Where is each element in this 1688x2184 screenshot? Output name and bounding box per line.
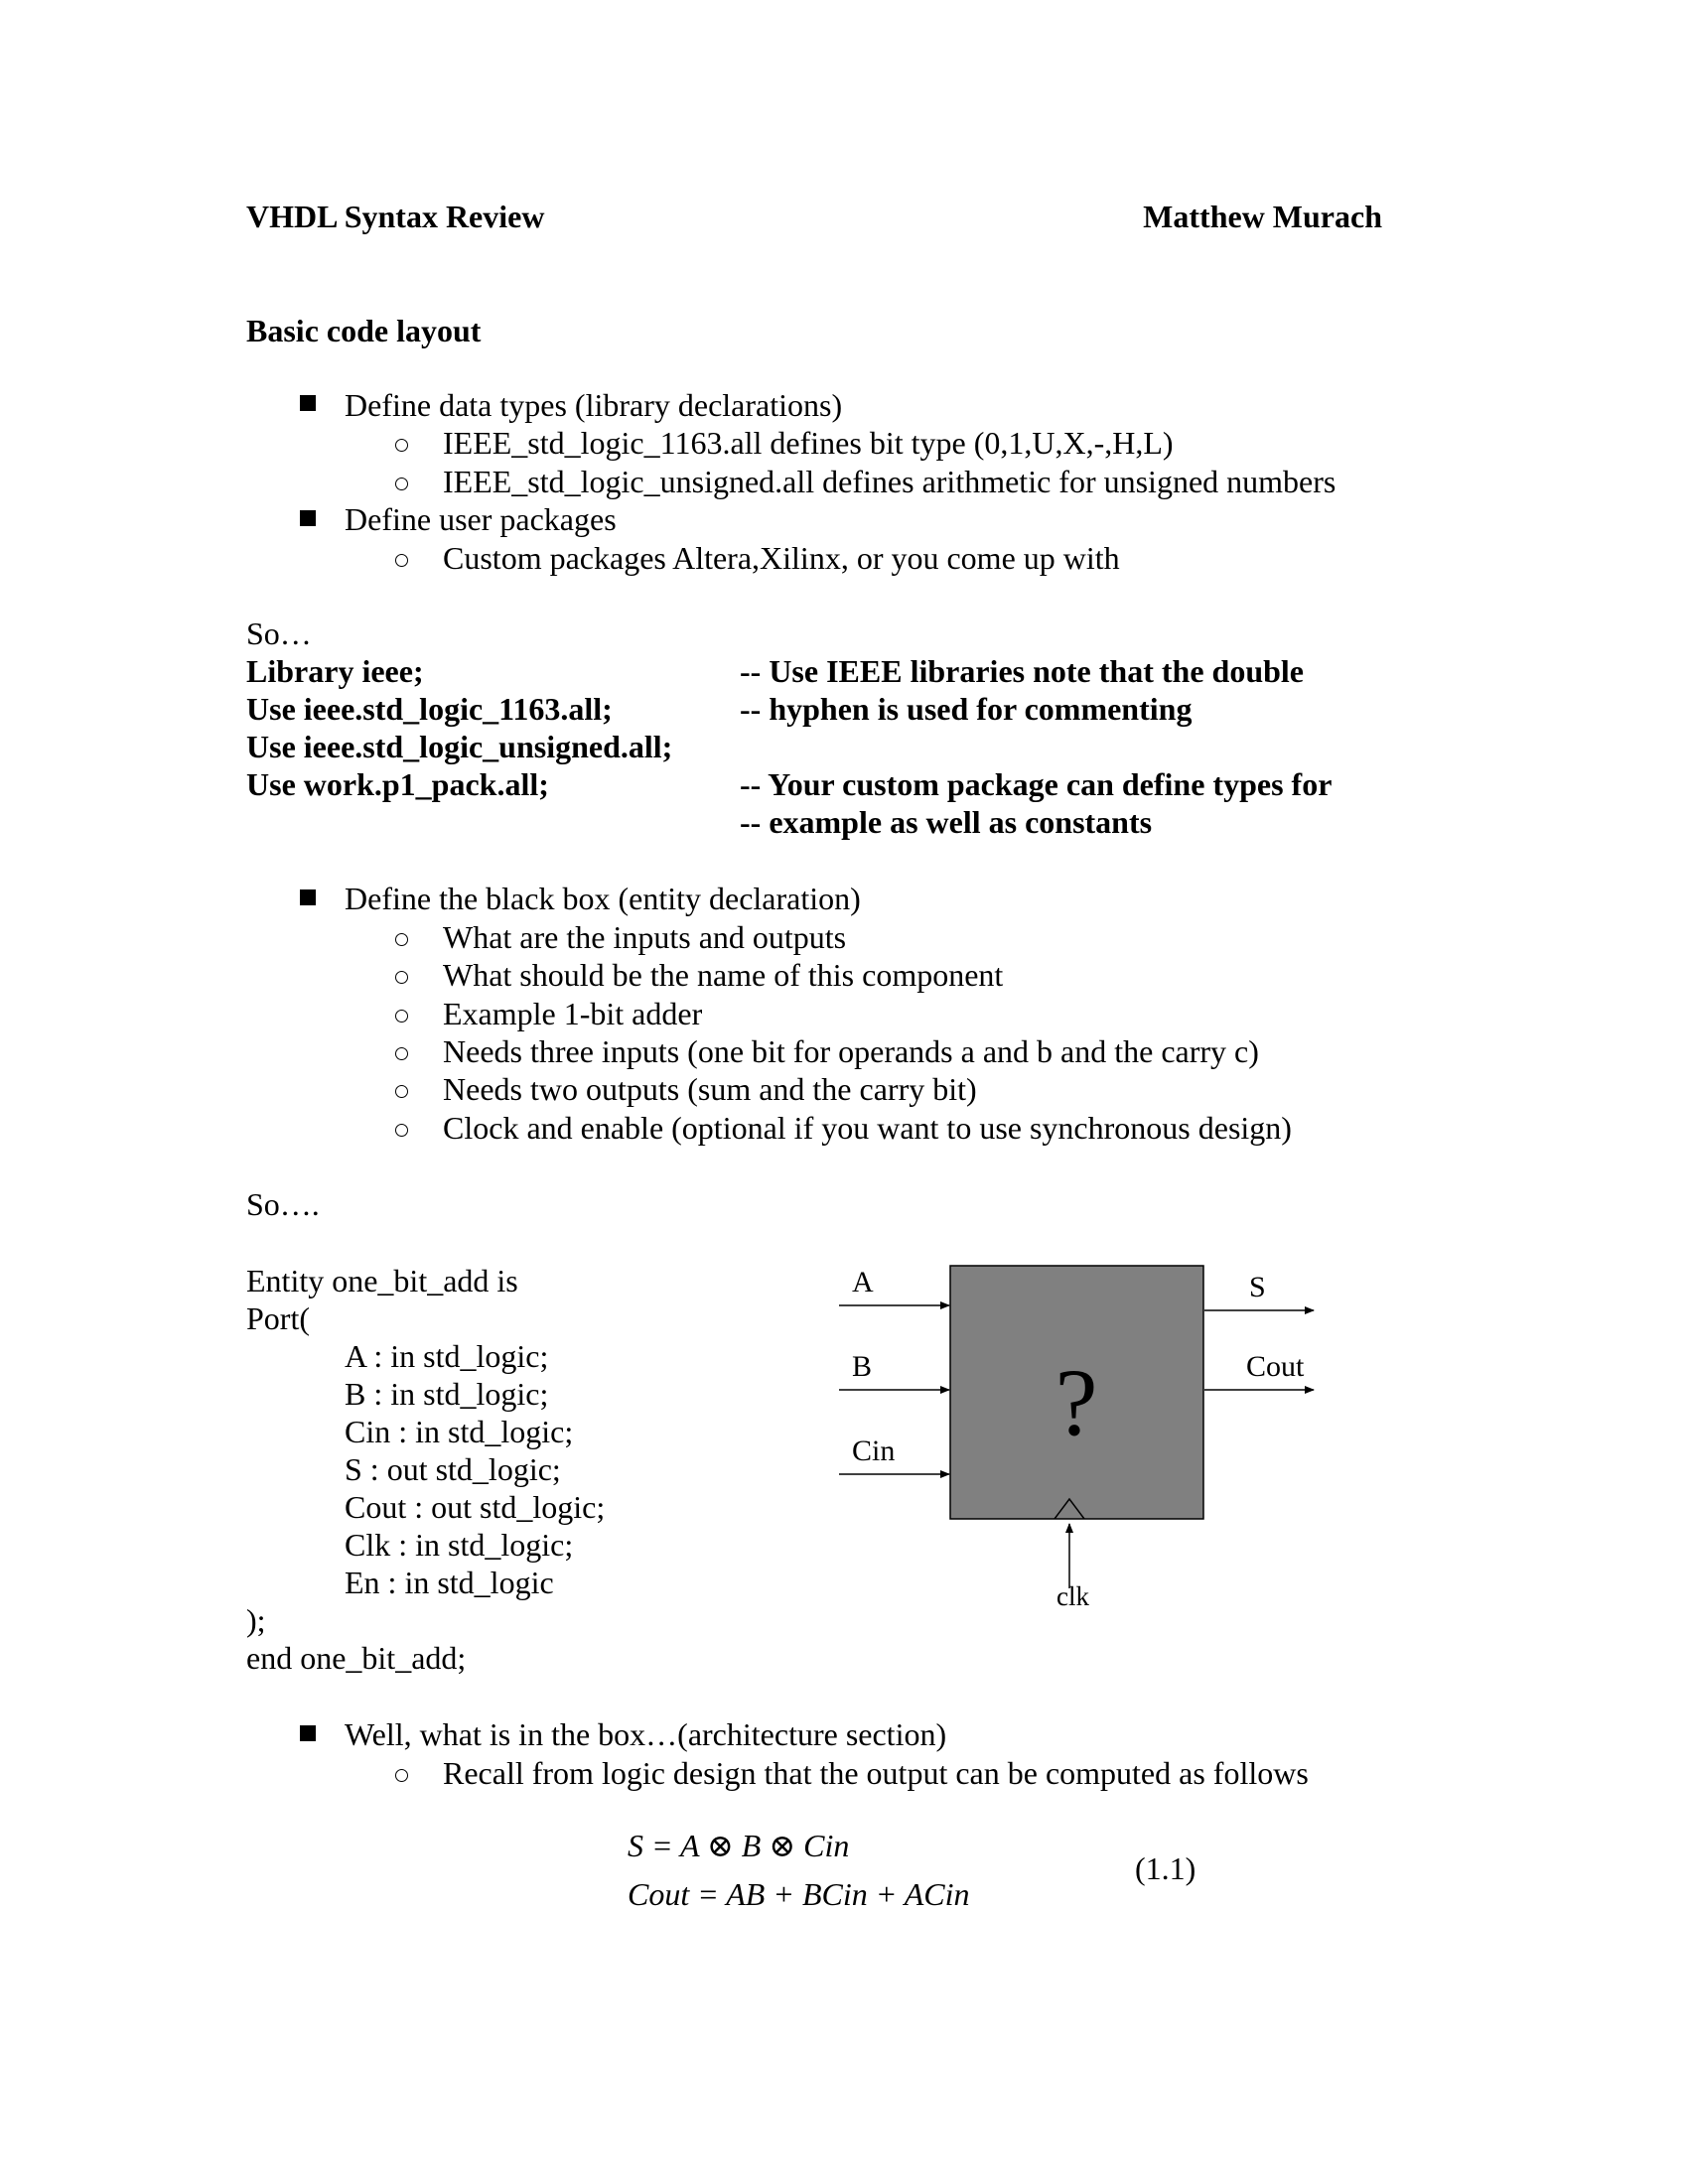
paragraph-so: So…. [246, 1186, 320, 1222]
code-line: En : in std_logic [345, 1565, 554, 1600]
code-line: end one_bit_add; [246, 1640, 467, 1676]
code-line: Cout : out std_logic; [345, 1489, 606, 1525]
list-item: What should be the name of this component [443, 957, 1004, 993]
input-label-cin: Cin [852, 1434, 896, 1467]
code-line: Use ieee.std_logic_unsigned.all; [246, 729, 673, 764]
equation-sum: S = A ⊗ B ⊗ Cin [628, 1828, 850, 1863]
code-line: Use ieee.std_logic_1163.all; [246, 691, 613, 727]
bullet-circle-icon [395, 1769, 408, 1782]
code-line: Clk : in std_logic; [345, 1527, 574, 1563]
list-item: Define the black box (entity declaration) [345, 881, 861, 916]
input-label-a: A [852, 1266, 874, 1298]
list-item: Clock and enable (optional if you want to use synchronous design) [443, 1110, 1292, 1146]
code-comment: -- example as well as constants [740, 804, 1153, 840]
equation-number: (1.1) [1135, 1850, 1196, 1886]
paragraph-so: So… [246, 615, 312, 651]
code-line: Use work.p1_pack.all; [246, 766, 549, 802]
bullet-circle-icon [395, 1010, 408, 1023]
bullet-circle-icon [395, 971, 408, 984]
list-item: IEEE_std_logic_1163.all defines bit type (0,1,U,X,-,H,L) [443, 425, 1174, 461]
list-item: Needs two outputs (sum and the carry bit) [443, 1071, 977, 1107]
section-heading: Basic code layout [246, 313, 482, 348]
list-item: Needs three inputs (one bit for operands a and b and the carry c) [443, 1033, 1259, 1069]
bullet-circle-icon [395, 933, 408, 946]
bullet-circle-icon [395, 478, 408, 490]
list-item: Recall from logic design that the output can be computed as follows [443, 1755, 1309, 1791]
list-item: Define user packages [345, 501, 617, 537]
bullet-square-icon [300, 889, 316, 905]
code-line: Cin : in std_logic; [345, 1414, 574, 1449]
bullet-circle-icon [395, 439, 408, 452]
bullet-circle-icon [395, 1124, 408, 1137]
code-comment: -- Your custom package can define types for [740, 766, 1333, 802]
code-line: B : in std_logic; [345, 1376, 549, 1412]
code-line: S : out std_logic; [345, 1451, 561, 1487]
code-comment: -- hyphen is used for commenting [740, 691, 1193, 727]
list-item: Define data types (library declarations) [345, 387, 843, 423]
clock-label: clk [1056, 1581, 1089, 1611]
list-item: What are the inputs and outputs [443, 919, 847, 955]
bullet-square-icon [300, 510, 316, 526]
code-line: Port( [246, 1300, 310, 1336]
output-label-s: S [1249, 1271, 1266, 1303]
list-item: Well, what is in the box…(architecture section) [345, 1716, 947, 1752]
bullet-square-icon [300, 1725, 316, 1741]
input-label-b: B [852, 1350, 873, 1383]
list-item: Custom packages Altera,Xilinx, or you come up with [443, 540, 1120, 576]
adder-block-diagram [814, 1251, 1331, 1628]
code-comment: -- Use IEEE libraries note that the double [740, 653, 1304, 689]
code-line: ); [246, 1602, 266, 1638]
document-title: VHDL Syntax Review [246, 199, 545, 234]
code-line: Library ieee; [246, 653, 424, 689]
code-line: A : in std_logic; [345, 1338, 549, 1374]
bullet-circle-icon [395, 554, 408, 567]
code-line: Entity one_bit_add is [246, 1263, 518, 1298]
equation-carry: Cout = AB + BCin + ACin [628, 1876, 970, 1912]
document-author: Matthew Murach [1143, 199, 1382, 234]
box-question-mark: ? [1055, 1349, 1098, 1455]
list-item: Example 1-bit adder [443, 996, 703, 1031]
bullet-circle-icon [395, 1047, 408, 1060]
list-item: IEEE_std_logic_unsigned.all defines arithmetic for unsigned numbers [443, 464, 1336, 499]
bullet-circle-icon [395, 1085, 408, 1098]
output-label-cout: Cout [1246, 1350, 1305, 1383]
bullet-square-icon [300, 395, 316, 411]
